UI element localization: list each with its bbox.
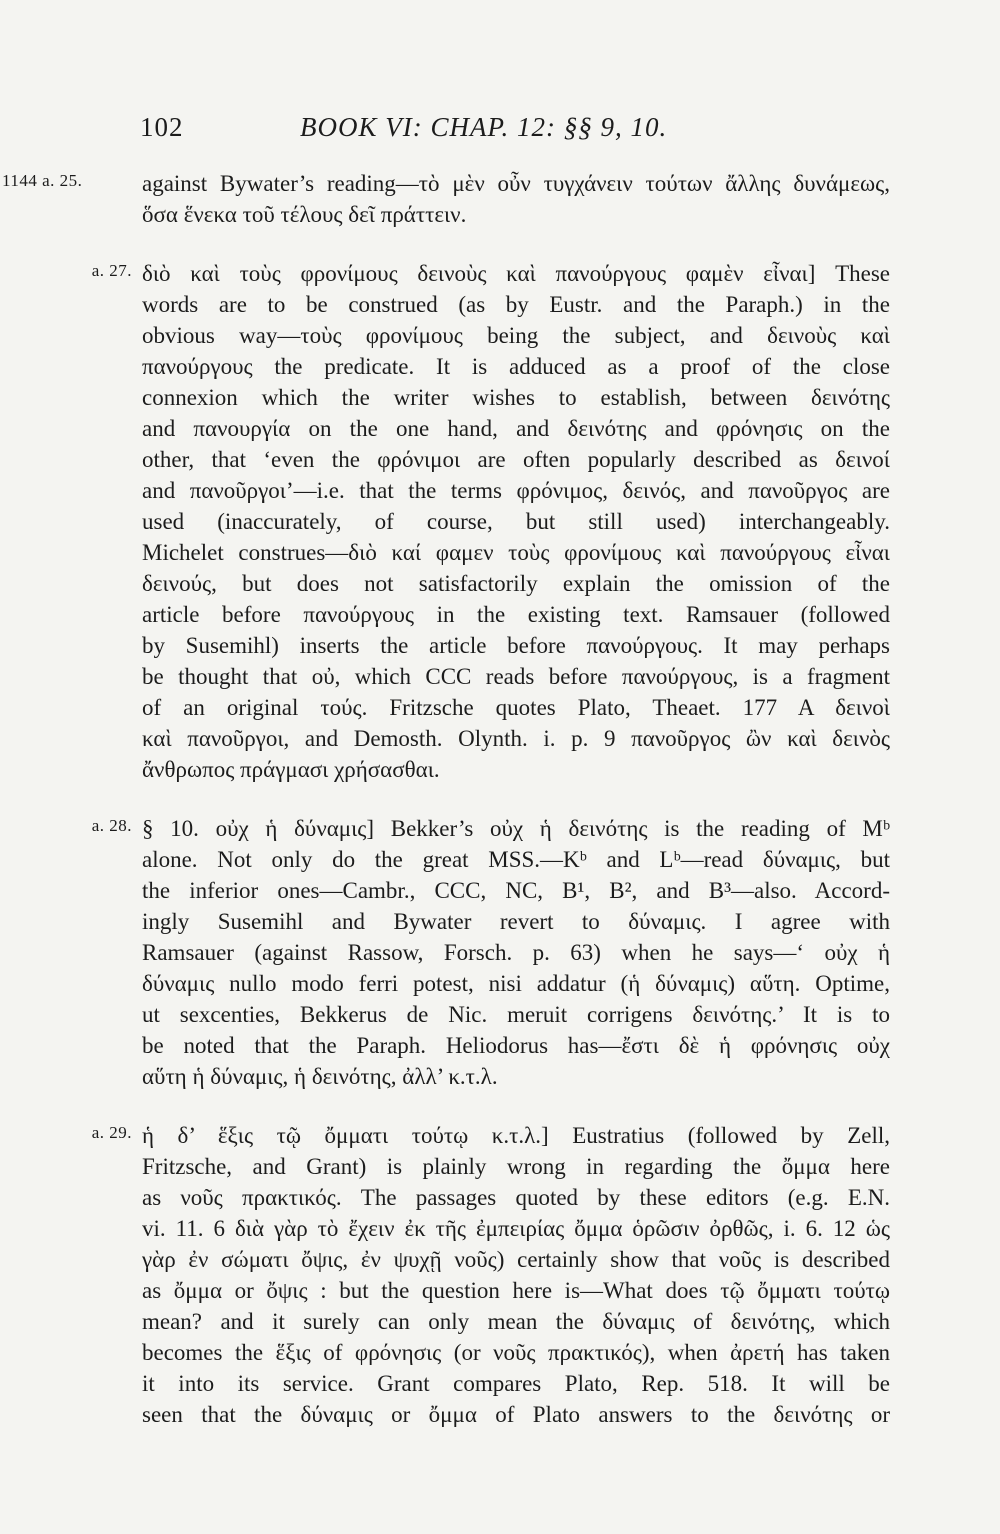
text-line: by Susemihl) inserts the article before πανούργους. It may perhaps xyxy=(142,633,890,658)
text-line: διὸ καὶ τοὺς φρονίμους δεινοὺς καὶ πανούργους φαμὲν εἶναι] These xyxy=(142,261,890,286)
note-a28 xyxy=(91,813,890,1092)
text-line: Ramsauer (against Rassow, Forsch. p. 63) when he says—‘ οὐχ ἡ xyxy=(142,940,890,965)
text-line: becomes the ἕξις of φρόνησις (or νοῦς πρακτικός), when ἀρετή has taken xyxy=(142,1340,890,1365)
line-reference: 1144 a. 25. xyxy=(2,171,83,190)
text-line: ὅσα ἕνεκα τοῦ τέλους δεῖ πράττειν. xyxy=(142,202,467,227)
text-line: against Bywater’s reading—τὸ μὲν οὖν τυγχάνειν τούτων ἄλλης δυνάμεως, xyxy=(142,171,890,196)
text-line: used (inaccurately, of course, but still used) interchangeably. xyxy=(142,509,890,534)
text-line: obvious way—τοὺς φρονίμους being the subject, and δεινοὺς καὶ xyxy=(142,323,890,348)
text-line: ἡ δ’ ἕξις τῷ ὄμματι τούτῳ κ.τ.λ.] Eustratius (followed by Zell, xyxy=(142,1123,890,1148)
text-line: be thought that οὐ, which CCC reads before πανούργους, is a fragment xyxy=(142,664,890,689)
text-line: vi. 11. 6 διὰ γὰρ τὸ ἔχειν ἐκ τῆς ἐμπειρίας ὄμμα ὁρῶσιν ὀρθῶς, i. 6. 12 ὡς xyxy=(142,1216,890,1241)
text-line: Michelet construes—διὸ καί φαμεν τοὺς φρονίμους καὶ πανούργους εἶναι xyxy=(142,540,890,565)
text-line: article before πανούργους in the existing text. Ramsauer (followed xyxy=(142,602,890,627)
text-line: and πανουργία on the one hand, and δεινότης and φρόνησις on the xyxy=(142,416,890,441)
text-line: connexion which the writer wishes to establish, between δεινότης xyxy=(142,385,890,410)
text-line: ut sexcenties, Bekkerus de Nic. meruit corrigens δεινότης.’ It is to xyxy=(142,1002,890,1027)
text-line: and πανοῦργοι’—i.e. that the terms φρόνιμος, δεινός, and πανοῦργος are xyxy=(142,478,890,503)
text-line: δύναμις nullo modo ferri potest, nisi addatur (ἡ δύναμις) αὕτη. Optime, xyxy=(142,971,890,996)
commentary-body xyxy=(2,168,890,1458)
text-line: δεινούς, but does not satisfactorily explain the omission of the xyxy=(142,571,890,596)
text-line: be noted that the Paraph. Heliodorus has—ἔστι δὲ ἡ φρόνησις οὐχ xyxy=(142,1033,890,1058)
text-line: αὕτη ἡ δύναμις, ἡ δεινότης, ἀλλ’ κ.τ.λ. xyxy=(142,1064,498,1089)
text-line: alone. Not only do the great MSS.—Kᵇ and Lᵇ—read δύναμις, but xyxy=(142,847,890,872)
text-line: Fritzsche, and Grant) is plainly wrong in regarding the ὄμμα here xyxy=(142,1154,890,1179)
note-1144a25 xyxy=(2,168,890,230)
text-line: as ὄμμα or ὄψις : but the question here is—What does τῷ ὄμματι τούτῳ xyxy=(142,1278,890,1303)
text-line: the inferior ones—Cambr., CCC, NC, B¹, B², and B³—also. Accord- xyxy=(142,878,890,903)
text-line: ingly Susemihl and Bywater revert to δύναμις. I agree with xyxy=(142,909,890,934)
text-line: other, that ‘even the φρόνιμοι are often popularly described as δεινοί xyxy=(142,447,890,472)
text-line: of an original τούς. Fritzsche quotes Plato, Theaet. 177 A δεινοὶ xyxy=(142,695,890,720)
text-line: it into its service. Grant compares Plato, Rep. 518. It will be xyxy=(142,1371,890,1396)
text-line: § 10. οὐχ ἡ δύναμις] Bekker’s οὐχ ἡ δεινότης is the reading of Mᵇ xyxy=(142,816,890,841)
note-a29 xyxy=(91,1120,890,1430)
text-line: γὰρ ἐν σώματι ὄψις, ἐν ψυχῇ νοῦς) certainly show that νοῦς is described xyxy=(142,1247,890,1272)
page-number: 102 xyxy=(140,112,184,142)
text-line: πανούργους the predicate. It is adduced as a proof of the close xyxy=(142,354,890,379)
note-a27 xyxy=(91,258,890,785)
line-reference: a. 27. xyxy=(91,261,132,280)
running-title: BOOK VI: CHAP. 12: §§ 9, 10. xyxy=(300,112,668,142)
line-reference: a. 28. xyxy=(91,816,132,835)
text-line: as νοῦς πρακτικός. The passages quoted by these editors (e.g. E.N. xyxy=(142,1185,890,1210)
text-line: seen that the δύναμις or ὄμμα of Plato answers to the δεινότης or xyxy=(142,1402,890,1427)
text-line: mean? and it surely can only mean the δύναμις of δεινότης, which xyxy=(142,1309,890,1334)
running-header xyxy=(140,112,900,152)
text-line: ἄνθρωπος πράγμασι χρήσασθαι. xyxy=(142,757,440,782)
text-line: καὶ πανοῦργοι, and Demosth. Olynth. i. p. 9 πανοῦργος ὢν καὶ δεινὸς xyxy=(142,726,890,751)
text-line: words are to be construed (as by Eustr. and the Paraph.) in the xyxy=(142,292,890,317)
line-reference: a. 29. xyxy=(91,1123,132,1142)
